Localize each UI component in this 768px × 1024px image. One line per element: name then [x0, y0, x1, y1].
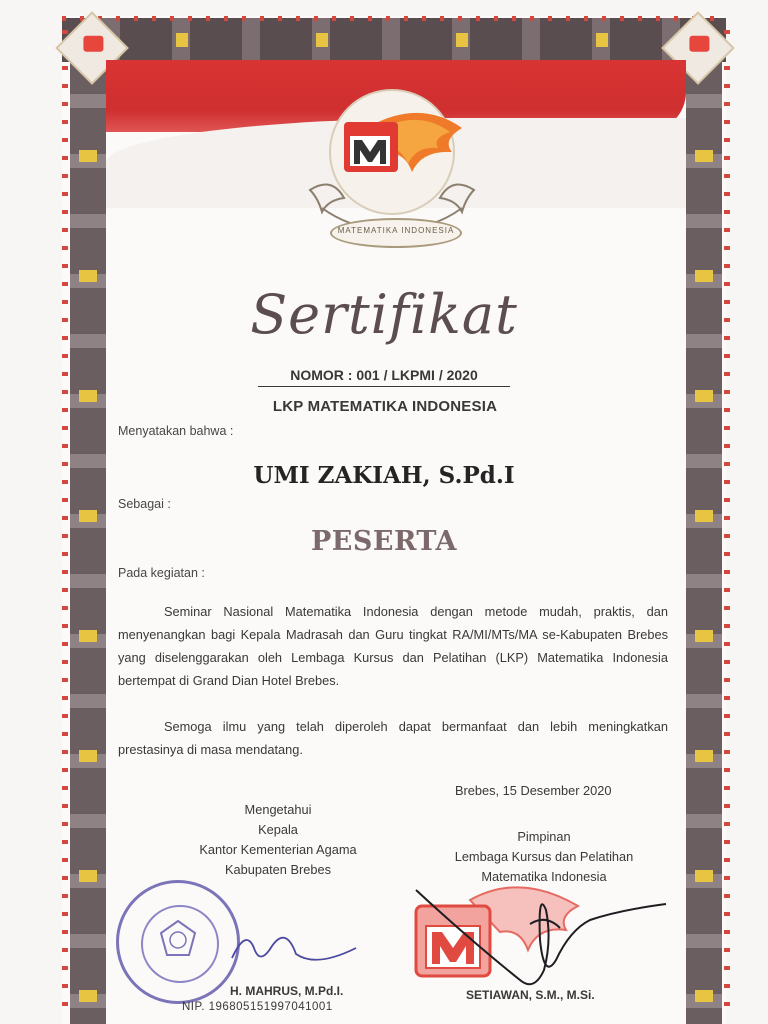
- recipient-role: PESERTA: [311, 526, 457, 557]
- states-label: Menyatakan bahwa :: [118, 424, 234, 438]
- stamp-emblem-icon: [119, 883, 237, 1001]
- official-stamp: [116, 880, 240, 1004]
- certificate-number: NOMOR : 001 / LKPMI / 2020: [258, 367, 510, 387]
- recipient-name: UMI ZAKIAH, S.Pd.I: [253, 462, 515, 489]
- closing-paragraph-text: Semoga ilmu yang telah diperoleh dapat bermanfaat dan lebih meningkatkan prestasinya di masa mendatang.: [118, 719, 668, 757]
- frame-right-dots: [724, 30, 730, 1020]
- activity-paragraph-text: Seminar Nasional Matematika Indonesia dengan metode mudah, praktis, dan menyenangkan bagi Kepala Madrasah dan Guru tingkat RA/MI/MTs/MA se-Kabupaten Brebes yang diselenggarakan oleh Lembaga Kursus dan Pelatihan (LKP) Matematika Indonesia bertempat di Grand Dian Hotel Brebes.: [118, 604, 668, 688]
- place-date: Brebes, 15 Desember 2020: [455, 783, 612, 798]
- frame-top-dots: [62, 16, 726, 21]
- left-sig-line4: Kabupaten Brebes: [224, 862, 331, 877]
- as-label: Sebagai :: [118, 497, 171, 511]
- closing-paragraph: [118, 715, 668, 761]
- right-sig-line3: Matematika Indonesia: [481, 869, 607, 884]
- activity-label: Pada kegiatan :: [118, 566, 205, 580]
- certificate-title: Sertifikat: [250, 283, 518, 346]
- issuer-name: LKP MATEMATIKA INDONESIA: [272, 398, 498, 415]
- activity-paragraph: [118, 600, 668, 692]
- right-sig-line1: Pimpinan: [517, 829, 571, 844]
- logo-mark-icon: [689, 36, 709, 52]
- left-signatory-nip: NIP. 196805151997041001: [182, 1001, 333, 1013]
- right-signature-icon: [410, 880, 670, 1000]
- frame-left-dots: [62, 30, 68, 1020]
- right-sig-line2: Lembaga Kursus dan Pelatihan: [454, 849, 634, 864]
- left-sig-line2: Kepala: [258, 822, 298, 837]
- left-signatory-name: H. MAHRUS, M.Pd.I.: [230, 984, 344, 998]
- left-sig-line3: Kantor Kementerian Agama: [199, 842, 357, 857]
- left-signature-icon: [226, 918, 366, 978]
- left-sig-line1: Mengetahui: [244, 802, 312, 817]
- left-signatory-block: [180, 800, 376, 880]
- logo-mark-icon: [83, 36, 103, 52]
- right-signatory-name: SETIAWAN, S.M., M.Si.: [466, 988, 595, 1002]
- emblem: [292, 80, 492, 260]
- emblem-ribbon: MATEMATIKA INDONESIA: [330, 218, 462, 248]
- frame-top-ornaments: [120, 33, 660, 47]
